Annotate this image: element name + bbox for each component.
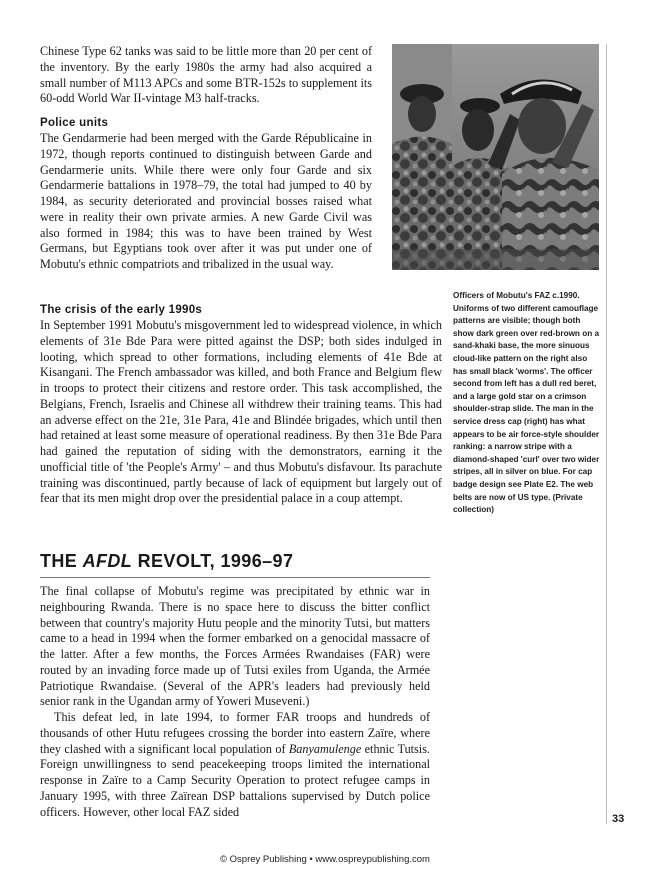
officers-photo (392, 44, 599, 270)
police-units-paragraph: The Gendarmerie had been merged with the Garde Républicaine in 1972, though reports continued to distinguish between Garde and Gendarmerie units. While there were only four Garde and six Gendarmerie battalions in 1978–79, the total had jumped to 40 by 1984, as security deteriorated and provincial bosses raised what were in reality their own private armies. A new Garde Civil was also formed in 1984; this was to have been trained by West Germans, but Egyptians took over after it was put under one of Mobutu's ethnic compatriots and tribalized in the usual way. (40, 131, 372, 271)
footer-credit: © Osprey Publishing • www.ospreypublishing.com (220, 854, 430, 865)
section-title-italic: AFDL (82, 551, 133, 571)
afdl-paragraph-2-end: ethnic Tutsis. Foreign unwillingness to send peacekeeping troops limited the international response in Zaïre to a Camp Security Operation to protect refugee camps in January 1995, with three Zaïrean DSP battalions supervised by Dutch police officers. However, other local FAZ sided (40, 741, 430, 819)
crisis-paragraph: In September 1991 Mobutu's misgovernment led to widespread violence, in which elements of 31e Bde Para were pitted against the DSP; both sides indulged in looting, which spread to other formations, including elements of 41e Bde at Kisangani. The French ambassador was killed, and both France and Belgium flew in troops to protect their citizens and restore order. This task accomplished, the Belgians, French, Israelis and Chinese all withdrew their training teams. This had an adverse effect on the 21e, 31e Para, 41e and Blindée brigades, which until then had retained at least some measure of operational readiness. By then 31e Bde Para had gained the reputation of siding with the demonstrators, earning it the unofficial title of 'the People's Army' – and thus Mobutu's disfavour. Its parachute training was discontinued, partly because of lack of equipment but largely out of fear that its men might drop over the presidential palace in a coup attempt. (40, 318, 442, 506)
officers-photo-image (392, 44, 599, 270)
afdl-paragraph-2-start: This defeat led, in late 1994, to former FAR troops and hundreds of thousands of other Hutu refugees crossing the border into eastern Zaïre, where they clashed with a significant local population of (40, 710, 430, 756)
section-title-suffix: REVOLT, 1996–97 (132, 551, 294, 571)
afdl-paragraph-2 (40, 710, 430, 820)
page-number: 33 (612, 813, 625, 825)
afdl-section-body (40, 584, 430, 820)
afdl-paragraph-1: The final collapse of Mobutu's regime was precipitated by ethnic war in neighbouring Rwanda. There is no space here to discuss the bitter conflict between that country's majority Hutu people and the minority Tutsi, but matters came to a head in 1994 when the former embarked on a genocidal massacre of the latter. After a few months, the Forces Armées Rwandaises (FAR) were routed by an invading force made up of Tutsi exiles from Uganda, the Armée Patriotique Rwandaise. (Several of the APR's leaders had previously held senior rank in the Ugandan army of Yoweri Museveni.) (40, 584, 430, 709)
crisis-heading: The crisis of the early 1990s (40, 304, 203, 316)
section-title-prefix: THE (40, 551, 83, 571)
margin-rule (606, 44, 607, 824)
section-title-rule (40, 577, 430, 578)
afdl-paragraph-2-italic: Banyamulenge (288, 741, 362, 756)
crisis-section (40, 303, 442, 507)
top-text-column (40, 44, 372, 273)
intro-paragraph: Chinese Type 62 tanks was said to be little more than 20 per cent of the inventory. By the early 1980s the army had also acquired a small number of M113 APCs and some BTR-152s to supplement its 60-odd World War II-vintage M3 half-tracks. (40, 44, 372, 106)
police-units-heading: Police units (40, 117, 109, 129)
photo-caption: Officers of Mobutu's FAZ c.1990. Uniforms of two different camouflage patterns are visible; though both show dark green over red-brown on a sand-khaki base, the more sinuous cloud-like pattern on the right also has small black 'worms'. The officer second from left has a dull red beret, and a large gold star on a crimson shoulder-strap slide. The man in the service dress cap (right) has what appears to be air force-style shoulder ranking: a narrow stripe with a diamond-shaped 'curl' over two wider stripes, all in silver on blue. For cap badge design see Plate E2. The web belts are now of US type. (Private collection) (453, 291, 600, 515)
section-title (40, 550, 430, 572)
